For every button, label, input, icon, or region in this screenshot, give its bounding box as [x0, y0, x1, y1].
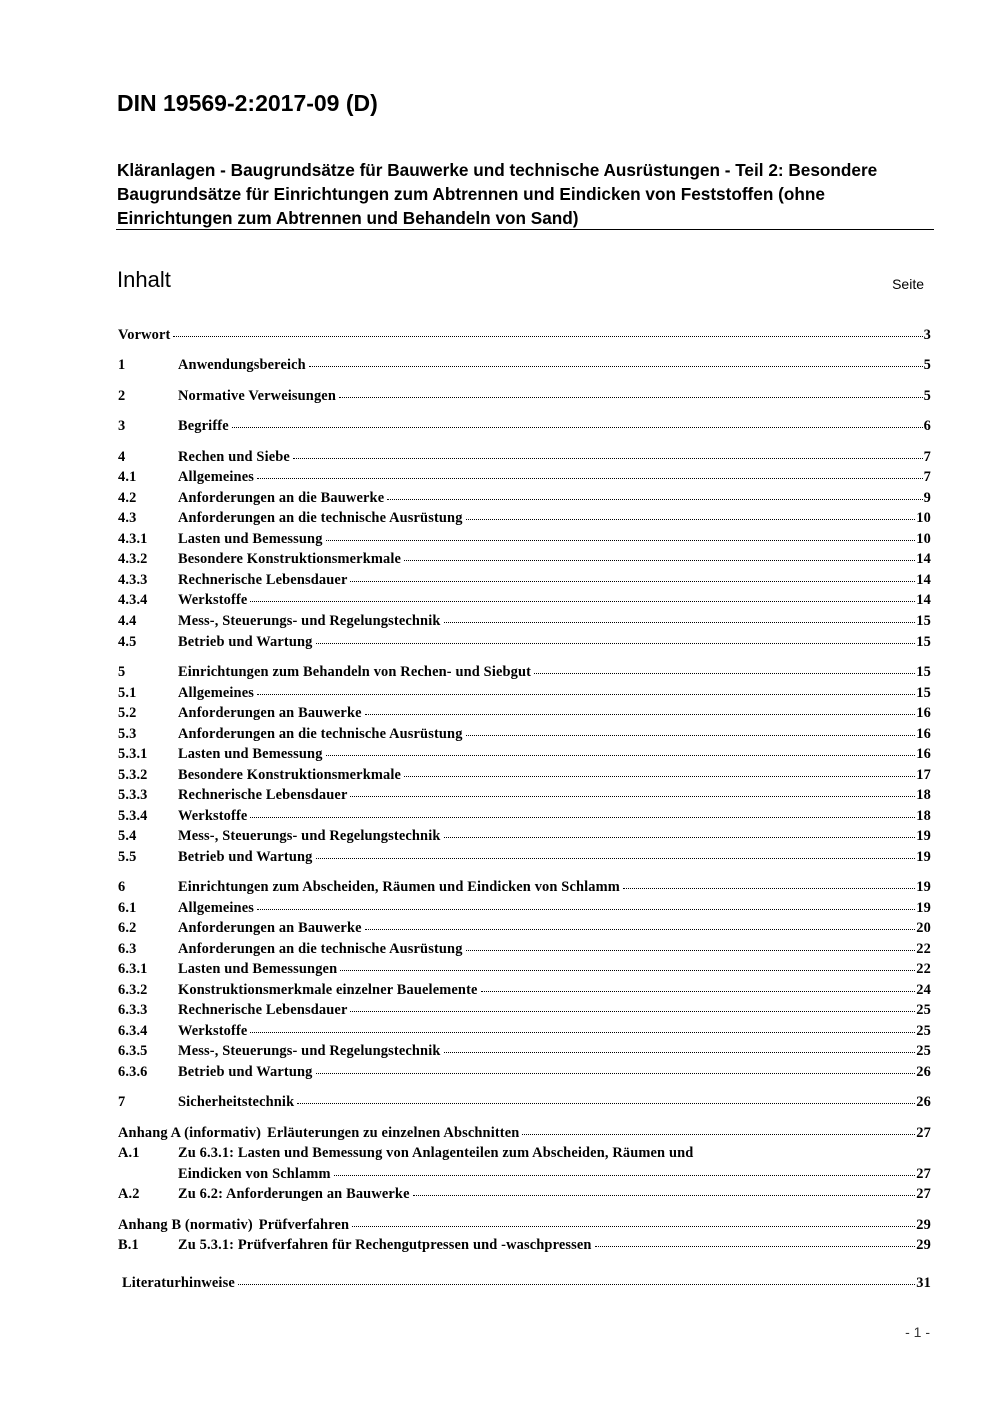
toc-entry[interactable] [118, 570, 931, 590]
toc-entry-title: Werkstoffe [178, 808, 248, 824]
document-title: DIN 19569-2:2017-09 (D) [117, 90, 378, 116]
dot-leader [293, 454, 923, 459]
toc-entry[interactable] [118, 662, 931, 682]
toc-entry-title: Betrieb und Wartung [178, 634, 313, 650]
toc-entry[interactable] [118, 959, 931, 979]
toc-entry-page: 5 [923, 357, 931, 373]
toc-entry-title: Rechnerische Lebensdauer [178, 787, 348, 803]
toc-entry-number: 6.3.5 [118, 1043, 148, 1059]
toc-entry-title: Zu 6.2: Anforderungen an Bauwerke [178, 1186, 410, 1202]
toc-entry[interactable] [118, 1235, 931, 1255]
toc-entry-page: 10 [916, 531, 931, 547]
toc-entry-number: 3 [118, 418, 126, 434]
toc-entry-number: 5.3.2 [118, 767, 148, 783]
toc-entry-title: Begriffe [178, 418, 229, 434]
dot-leader [250, 813, 915, 818]
toc-entry-page: 16 [916, 705, 931, 721]
toc-entry[interactable] [118, 1062, 931, 1082]
toc-entry-page: 14 [916, 592, 931, 608]
dot-leader [326, 751, 916, 756]
toc-entry-page: 19 [916, 828, 931, 844]
toc-entry-title: Rechnerische Lebensdauer [178, 572, 348, 588]
dot-leader [466, 515, 916, 520]
dot-leader [250, 597, 915, 602]
toc-entry-title: Lasten und Bemessungen [178, 961, 338, 977]
toc-entry-number: 4.3 [118, 510, 137, 526]
toc-entry[interactable] [118, 1092, 931, 1112]
toc-entry-page: 15 [916, 664, 931, 680]
toc-entry-number: 4.3.3 [118, 572, 148, 588]
toc-entry[interactable] [118, 744, 931, 764]
toc-entry-title: Eindicken von Schlamm [178, 1166, 331, 1182]
toc-entry[interactable] [118, 939, 931, 959]
toc-entry-number: 6.3.6 [118, 1064, 148, 1080]
toc-entry-number: 6.3.1 [118, 961, 148, 977]
toc-entry-number: 5.3 [118, 726, 137, 742]
dot-leader [350, 1007, 915, 1012]
toc-entry-title: Zu 6.3.1: Lasten und Bemessung von Anlagenteilen zum Abscheiden, Räumen und [178, 1145, 694, 1161]
toc-entry-number: 6.3.3 [118, 1002, 148, 1018]
dot-leader [257, 905, 915, 910]
toc-entry-title: Betrieb und Wartung [178, 849, 313, 865]
toc-entry-page: 3 [923, 327, 931, 343]
title-divider [116, 229, 934, 230]
toc-entry-title: Allgemeines [178, 469, 254, 485]
toc-entry[interactable] [118, 1123, 931, 1143]
toc-entry[interactable] [118, 1143, 931, 1163]
toc-entry[interactable] [118, 632, 931, 652]
toc-entry-page: 27 [916, 1166, 931, 1182]
toc-entry-page: 9 [923, 490, 931, 506]
dot-leader [339, 393, 923, 398]
toc-entry-number: 5.4 [118, 828, 137, 844]
dot-leader [623, 884, 915, 889]
toc-entry-page: 20 [916, 920, 931, 936]
toc-entry-title: Allgemeines [178, 900, 254, 916]
toc-entry-number: Vorwort [118, 327, 171, 343]
toc-entry-number: 5.3.1 [118, 746, 148, 762]
toc-entry-number: A.1 [118, 1145, 140, 1161]
toc-entry-number: 4.3.4 [118, 592, 148, 608]
toc-entry-number: 2 [118, 388, 126, 404]
toc-entry[interactable] [118, 724, 931, 744]
toc-entry[interactable] [118, 1164, 931, 1184]
toc-entry-page: 16 [916, 746, 931, 762]
toc-entry[interactable] [118, 467, 931, 487]
dot-leader [350, 792, 915, 797]
toc-entry-number: Literaturhinweise [122, 1275, 235, 1291]
toc-entry-title: Anforderungen an die technische Ausrüstung [178, 510, 463, 526]
toc-entry-number: 6.3.4 [118, 1023, 148, 1039]
toc-entry[interactable] [118, 355, 931, 375]
toc-entry[interactable] [118, 877, 931, 897]
toc-entry[interactable] [118, 508, 931, 528]
toc-entry-title: Anforderungen an Bauwerke [178, 705, 362, 721]
dot-leader [444, 618, 916, 623]
toc-entry-title: Einrichtungen zum Abscheiden, Räumen und Eindicken von Schlamm [178, 879, 620, 895]
dot-leader [522, 1130, 915, 1135]
dot-leader [404, 556, 915, 561]
toc-entry-page: 14 [916, 551, 931, 567]
toc-entry-number: 5.1 [118, 685, 137, 701]
toc-entry[interactable] [118, 611, 931, 631]
toc-entry-title: Normative Verweisungen [178, 388, 336, 404]
toc-entry-page: 25 [916, 1002, 931, 1018]
dot-leader [316, 854, 916, 859]
toc-entry[interactable] [118, 847, 931, 867]
toc-entry[interactable] [118, 980, 931, 1000]
dot-leader [534, 669, 915, 674]
toc-entry-number: 1 [118, 357, 126, 373]
toc-entry-title: Rechen und Siebe [178, 449, 290, 465]
toc-entry-page: 14 [916, 572, 931, 588]
dot-leader [257, 474, 923, 479]
toc-entry-page: 18 [916, 787, 931, 803]
toc-entry-page: 7 [923, 449, 931, 465]
toc-entry-number: A.2 [118, 1186, 140, 1202]
toc-entry-number: 5.5 [118, 849, 137, 865]
toc-entry[interactable] [118, 1041, 931, 1061]
toc-entry-number: Anhang A (informativ) [118, 1125, 262, 1141]
dot-leader [173, 332, 922, 337]
dot-leader [466, 946, 916, 951]
toc-entry-number: 4.4 [118, 613, 137, 629]
page-column-label: Seite [892, 276, 924, 292]
dot-leader [316, 1069, 916, 1074]
toc-entry[interactable] [118, 1215, 931, 1235]
toc-entry-title: Anforderungen an die Bauwerke [178, 490, 385, 506]
dot-leader [444, 1048, 916, 1053]
toc-entry-title: Mess-, Steuerungs- und Regelungstechnik [178, 613, 441, 629]
toc-entry-number: 4.3.2 [118, 551, 148, 567]
toc-entry[interactable] [118, 898, 931, 918]
toc-entry-page: 16 [916, 726, 931, 742]
toc-entry-title: Konstruktionsmerkmale einzelner Bauelemente [178, 982, 478, 998]
toc-entry-title: Anforderungen an die technische Ausrüstung [178, 726, 463, 742]
toc-entry-page: 29 [916, 1217, 931, 1233]
toc-entry-number: Anhang B (normativ) [118, 1217, 253, 1233]
dot-leader [316, 639, 916, 644]
toc-entry-number: 4 [118, 449, 126, 465]
toc-entry[interactable] [118, 1021, 931, 1041]
toc-entry-title: Einrichtungen zum Behandeln von Rechen- und Siebgut [178, 664, 532, 680]
toc-entry-title: Mess-, Steuerungs- und Regelungstechnik [178, 828, 441, 844]
dot-leader [365, 925, 916, 930]
dot-leader [595, 1242, 916, 1247]
toc-entry[interactable] [118, 416, 931, 436]
toc-entry-page: 26 [916, 1064, 931, 1080]
page-number: - 1 - [905, 1324, 930, 1340]
toc-entry-page: 10 [916, 510, 931, 526]
toc-entry-page: 27 [916, 1186, 931, 1202]
toc-entry-number: 4.2 [118, 490, 137, 506]
toc-entry-title: Prüfverfahren [258, 1217, 350, 1233]
toc-entry-title: Sicherheitstechnik [178, 1094, 295, 1110]
toc-entry-page: 25 [916, 1043, 931, 1059]
dot-leader [250, 1028, 915, 1033]
toc-entry[interactable] [118, 1184, 931, 1204]
toc-entry-page: 26 [916, 1094, 931, 1110]
toc-entry[interactable] [118, 488, 931, 508]
dot-leader [309, 362, 923, 367]
toc-entry-title: Besondere Konstruktionsmerkmale [178, 767, 402, 783]
toc-entry[interactable] [118, 826, 931, 846]
toc-entry-page: 24 [916, 982, 931, 998]
toc-entry[interactable] [118, 683, 931, 703]
toc-entry-number: 6 [118, 879, 126, 895]
toc-entry-title: Lasten und Bemessung [178, 531, 323, 547]
toc-entry-title: Betrieb und Wartung [178, 1064, 313, 1080]
toc-entry[interactable] [118, 549, 931, 569]
toc-entry[interactable] [122, 1273, 931, 1293]
toc-entry-title: Mess-, Steuerungs- und Regelungstechnik [178, 1043, 441, 1059]
dot-leader [387, 495, 922, 500]
toc-entry-number: 4.1 [118, 469, 137, 485]
toc-entry-page: 15 [916, 613, 931, 629]
toc-entry-page: 27 [916, 1125, 931, 1141]
toc-entry[interactable] [118, 703, 931, 723]
toc-entry-page: 7 [923, 469, 931, 485]
toc-entry-title: Werkstoffe [178, 1023, 248, 1039]
toc-entry-page: 19 [916, 879, 931, 895]
toc-entry-number: 5 [118, 664, 126, 680]
toc-entry-page: 5 [923, 388, 931, 404]
toc-entry[interactable] [118, 529, 931, 549]
toc-entry-number: 7 [118, 1094, 126, 1110]
toc-entry-title: Erläuterungen zu einzelnen Abschnitten [267, 1125, 520, 1141]
toc-entry[interactable] [118, 386, 931, 406]
toc-entry-title: Anwendungsbereich [178, 357, 306, 373]
toc-entry-page: 22 [916, 961, 931, 977]
toc-heading: Inhalt [117, 267, 171, 292]
toc-entry-title: Anforderungen an die technische Ausrüstung [178, 941, 463, 957]
toc-entry-page: 15 [916, 634, 931, 650]
dot-leader [481, 987, 916, 992]
dot-leader [352, 1222, 915, 1227]
toc-entry-number: 6.3.2 [118, 982, 148, 998]
toc-entry[interactable] [118, 447, 931, 467]
dot-leader [365, 710, 916, 715]
toc-entry-title: Besondere Konstruktionsmerkmale [178, 551, 402, 567]
dot-leader [340, 966, 915, 971]
toc-entry-number: 4.3.1 [118, 531, 148, 547]
toc-entry-title: Lasten und Bemessung [178, 746, 323, 762]
toc-entry-page: 6 [923, 418, 931, 434]
toc-entry-number: 5.2 [118, 705, 137, 721]
dot-leader [238, 1280, 915, 1285]
toc-entry-number: B.1 [118, 1237, 139, 1253]
toc-entry-page: 15 [916, 685, 931, 701]
toc-entry-page: 22 [916, 941, 931, 957]
document-subtitle: Kläranlagen - Baugrundsätze für Bauwerke und technische Ausrüstungen - Teil 2: Besondere Baugrundsätze für Einrichtungen zum Abtrennen und Eindicken von Feststoffen (ohne Einrichtungen zum Abtrennen und Behandeln von Sand) [117, 160, 878, 228]
toc-entry[interactable] [118, 1000, 931, 1020]
toc-entry[interactable] [118, 325, 931, 345]
toc-entry-page: 19 [916, 849, 931, 865]
dot-leader [444, 833, 916, 838]
toc-entry-number: 6.1 [118, 900, 137, 916]
toc-entry[interactable] [118, 785, 931, 805]
toc-entry[interactable] [118, 590, 931, 610]
toc-entry-page: 18 [916, 808, 931, 824]
toc-entry-title: Rechnerische Lebensdauer [178, 1002, 348, 1018]
toc-entry-number: 5.3.4 [118, 808, 148, 824]
dot-leader [404, 772, 915, 777]
dot-leader [297, 1099, 915, 1104]
toc-entry-number: 6.3 [118, 941, 137, 957]
dot-leader [413, 1191, 916, 1196]
dot-leader [334, 1171, 916, 1176]
toc-entry-page: 19 [916, 900, 931, 916]
toc-entry[interactable] [118, 918, 931, 938]
toc-entry-title: Allgemeines [178, 685, 254, 701]
toc-entry-number: 6.2 [118, 920, 137, 936]
toc-entry-title: Werkstoffe [178, 592, 248, 608]
dot-leader [257, 690, 915, 695]
toc-entry[interactable] [118, 806, 931, 826]
toc-entry-number: 5.3.3 [118, 787, 148, 803]
dot-leader [232, 423, 923, 428]
dot-leader [326, 536, 916, 541]
dot-leader [350, 577, 915, 582]
toc-entry-page: 31 [916, 1275, 931, 1291]
toc-entry-title: Anforderungen an Bauwerke [178, 920, 362, 936]
toc-entry-page: 25 [916, 1023, 931, 1039]
toc-entry-page: 17 [916, 767, 931, 783]
toc-entry-title: Zu 5.3.1: Prüfverfahren für Rechengutpressen und -waschpressen [178, 1237, 592, 1253]
toc-entry-number: 4.5 [118, 634, 137, 650]
toc-entry-page: 29 [916, 1237, 931, 1253]
dot-leader [466, 731, 916, 736]
toc-entry[interactable] [118, 765, 931, 785]
